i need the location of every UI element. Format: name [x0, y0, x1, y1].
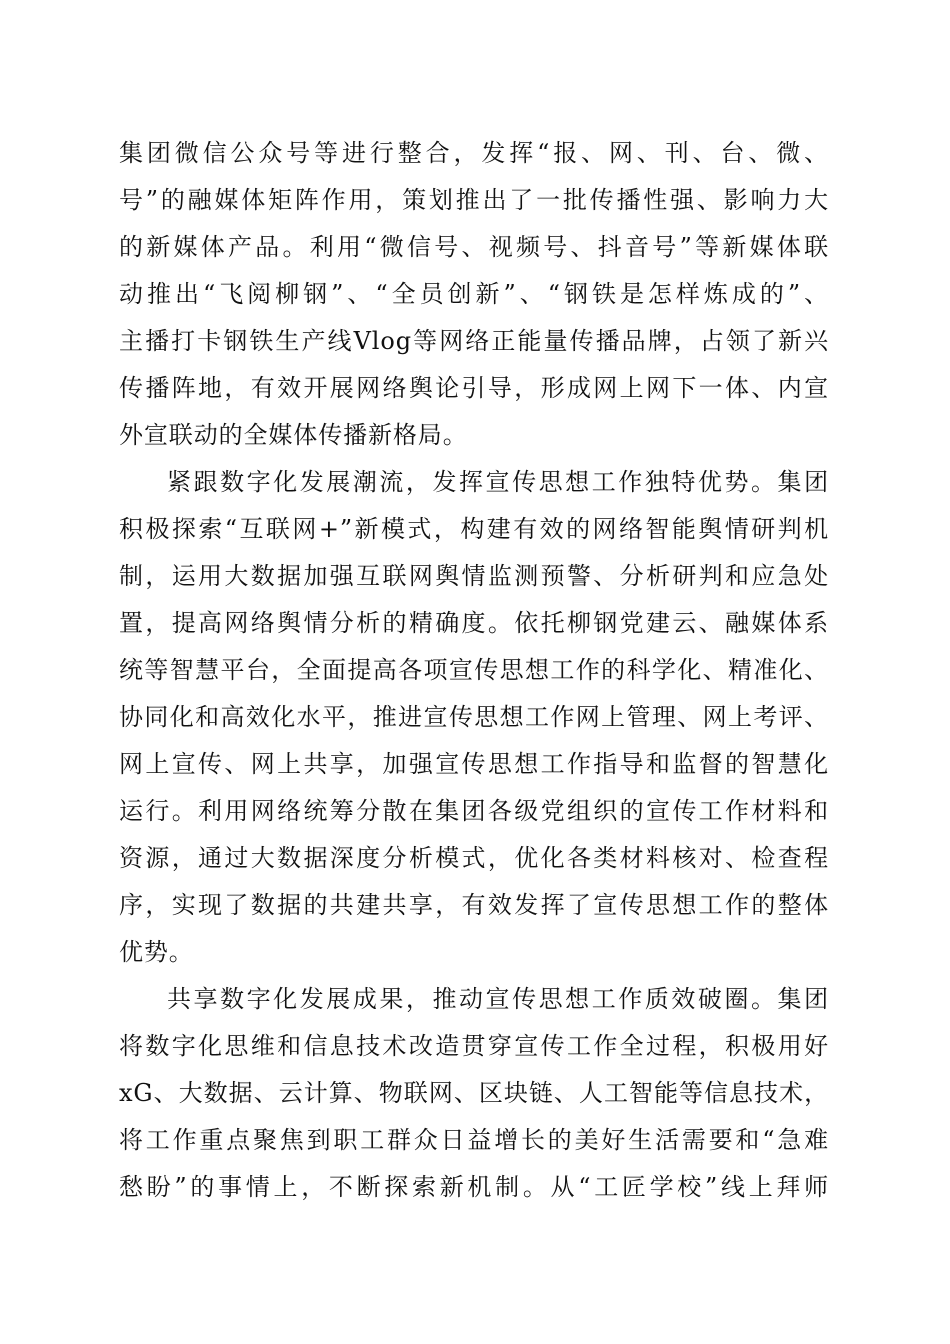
text-line: 将数字化思维和信息技术改造贯穿宣传工作全过程，积极用好 — [119, 1032, 829, 1060]
text-line: 传播阵地，有效开展网络舆论引导，形成网上网下一体、内宣 — [119, 374, 829, 402]
text-line: 愁盼”的事情上，不断探索新机制。从“工匠学校”线上拜师 — [119, 1173, 829, 1201]
text-line: 集团微信公众号等进行整合，发挥“报、网、刊、台、微、 — [119, 139, 829, 167]
paragraph-last-line: 外宣联动的全媒体传播新格局。 — [119, 421, 468, 449]
text-line: xG、大数据、云计算、物联网、区块链、人工智能等信息技术， — [119, 1079, 829, 1107]
text-line: 运行。利用网络统筹分散在集团各级党组织的宣传工作材料和 — [119, 797, 829, 825]
text-line: 资源，通过大数据深度分析模式，优化各类材料核对、检查程 — [119, 844, 829, 872]
text-line: 的新媒体产品。利用“微信号、视频号、抖音号”等新媒体联 — [119, 233, 829, 261]
text-line: 置，提高网络舆情分析的精确度。依托柳钢党建云、融媒体系 — [119, 609, 829, 637]
paragraph-first-line: 紧跟数字化发展潮流，发挥宣传思想工作独特优势。集团 — [167, 468, 829, 496]
text-line: 将工作重点聚焦到职工群众日益增长的美好生活需要和“急难 — [119, 1126, 829, 1154]
text-line: 协同化和高效化水平，推进宣传思想工作网上管理、网上考评、 — [119, 703, 829, 731]
paragraph-first-line: 共享数字化发展成果，推动宣传思想工作质效破圈。集团 — [167, 985, 829, 1013]
text-line: 积极探索“互联网+”新模式，构建有效的网络智能舆情研判机 — [119, 515, 829, 543]
text-line: 序，实现了数据的共建共享，有效发挥了宣传思想工作的整体 — [119, 891, 829, 919]
text-line: 统等智慧平台，全面提高各项宣传思想工作的科学化、精准化、 — [119, 656, 829, 684]
text-line: 动推出“飞阅柳钢”、“全员创新”、“钢铁是怎样炼成的”、 — [119, 280, 829, 308]
text-line: 网上宣传、网上共享，加强宣传思想工作指导和监督的智慧化 — [119, 750, 829, 778]
text-line: 主播打卡钢铁生产线Vlog等网络正能量传播品牌，占领了新兴 — [119, 327, 829, 355]
paragraph-last-line: 优势。 — [119, 938, 194, 966]
text-line: 制，运用大数据加强互联网舆情监测预警、分析研判和应急处 — [119, 562, 829, 590]
text-line: 号”的融媒体矩阵作用，策划推出了一批传播性强、影响力大 — [119, 186, 829, 214]
